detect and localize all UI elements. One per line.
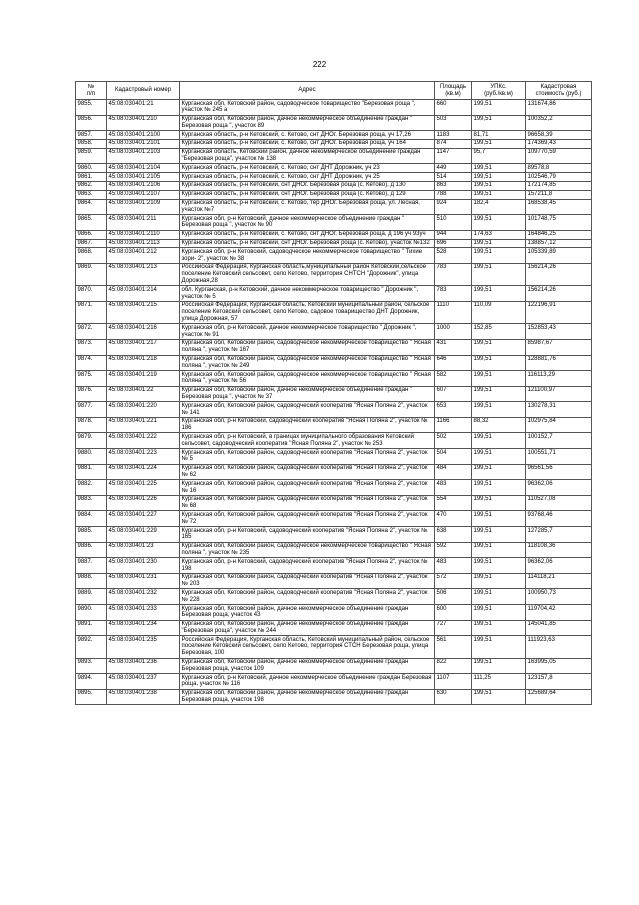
area: 788 bbox=[435, 190, 472, 199]
area: 1107 bbox=[435, 674, 472, 690]
area: 924 bbox=[435, 199, 472, 215]
table-row bbox=[76, 239, 592, 248]
upks: 199,51 bbox=[472, 527, 526, 543]
address: Курганская область, р-н Кетовский, с. Кетово, снт ДНТ Дорожник, уч 23 bbox=[180, 164, 435, 173]
address: Курганская обл, Кетовский район, садоводческое некоммерческое товарищество " Ясная поляна ", участок № 167 bbox=[180, 339, 435, 355]
cadastral-cost: 122196,91 bbox=[526, 301, 592, 323]
row-number: 9880. bbox=[76, 449, 107, 465]
address: Курганская обл, Кетовский район, садоводческий кооператив "Ясная Поляна 2", участок № 228 bbox=[180, 589, 435, 605]
cadastral-cost: 156214,26 bbox=[526, 286, 592, 302]
table-row bbox=[76, 658, 592, 674]
area: 554 bbox=[435, 495, 472, 511]
row-number: 9887. bbox=[76, 558, 107, 574]
upks: 182,4 bbox=[472, 199, 526, 215]
table-row bbox=[76, 464, 592, 480]
row-number: 9864. bbox=[76, 199, 107, 215]
cadastral-cost: 110527,08 bbox=[526, 495, 592, 511]
table-row bbox=[76, 605, 592, 621]
cadastral-cost: 121100,97 bbox=[526, 386, 592, 402]
area: 510 bbox=[435, 215, 472, 231]
row-number: 9859. bbox=[76, 148, 107, 164]
area: 502 bbox=[435, 433, 472, 449]
cadastral-cost: 174369,43 bbox=[526, 139, 592, 148]
upks: 199,51 bbox=[472, 433, 526, 449]
cadastral-number: 45:08:030401:21 bbox=[107, 100, 180, 116]
address: Курганская обл, Кетовский район, дачное некоммерческое объединение граждан "Березовая роща", участок № 244 bbox=[180, 620, 435, 636]
cadastral-number: 45:08:030401:2109 bbox=[107, 199, 180, 215]
cadastral-cost: 164846,25 bbox=[526, 230, 592, 239]
table-row bbox=[76, 433, 592, 449]
cadastral-number: 45:08:030401:210 bbox=[107, 115, 180, 131]
address: Курганская обл, Кетовский район, дачное некоммерческое объединение граждан " Березовая роща ", участок № 37 bbox=[180, 386, 435, 402]
table-row bbox=[76, 636, 592, 658]
table-row bbox=[76, 199, 592, 215]
cadastral-cost: 119704,42 bbox=[526, 605, 592, 621]
area: 1183 bbox=[435, 131, 472, 140]
cadastral-cost: 157211,8 bbox=[526, 190, 592, 199]
address: Курганская обл, Кетовский район, садоводческий кооператив "Ясная Поляна 2", участок № 72 bbox=[180, 511, 435, 527]
table-row bbox=[76, 230, 592, 239]
table-row bbox=[76, 620, 592, 636]
row-number: 9891. bbox=[76, 620, 107, 636]
address: Курганская область, р-н Кетовский, снт ДНОг. Березовая роща (с. Кетово), участок №132 bbox=[180, 239, 435, 248]
address: Курганская область, р-н Кетовский, с. Кетово, снт ДНТ Дорожник, уч 25 bbox=[180, 173, 435, 182]
upks: 199,51 bbox=[472, 100, 526, 116]
cadastral-number: 45:08:030401:2107 bbox=[107, 190, 180, 199]
cadastral-number: 45:08:030401:216 bbox=[107, 324, 180, 340]
cadastral-number: 45:08:030401:236 bbox=[107, 658, 180, 674]
area: 630 bbox=[435, 689, 472, 705]
row-number: 9883. bbox=[76, 495, 107, 511]
table-row bbox=[76, 511, 592, 527]
area: 449 bbox=[435, 164, 472, 173]
header-cadastral-number: Кадастровый номер bbox=[107, 82, 180, 100]
row-number: 9888. bbox=[76, 573, 107, 589]
address: Курганская обл, Кетовский район, садоводческий кооператив "Ясная Поляна 2", участок № 141 bbox=[180, 402, 435, 418]
cadastral-cost: 145041,85 bbox=[526, 620, 592, 636]
area: 1147 bbox=[435, 148, 472, 164]
cadastral-number: 45:08:030401:212 bbox=[107, 248, 180, 264]
address: Курганская область, р-н Кетовский, с. Кетово, тер ДНОг. Березовая роща, ул. Лесная, участок №7 bbox=[180, 199, 435, 215]
area: 483 bbox=[435, 558, 472, 574]
cadastral-cost: 111923,63 bbox=[526, 636, 592, 658]
cadastral-cost: 131674,86 bbox=[526, 100, 592, 116]
address: Курганская обл, Кетовский район, садоводческий кооператив "Ясная Поляна 2", участок № 16 bbox=[180, 480, 435, 496]
cadastral-cost: 127285,7 bbox=[526, 527, 592, 543]
area: 506 bbox=[435, 589, 472, 605]
table-row bbox=[76, 449, 592, 465]
address: Курганская область, Кетовский район, дачное некоммерческое объединение граждан "Березовая роща", участок № 138 bbox=[180, 148, 435, 164]
table-row bbox=[76, 139, 592, 148]
cadastral-number: 45:08:030401:2106 bbox=[107, 181, 180, 190]
cadastral-number: 45:08:030401:237 bbox=[107, 674, 180, 690]
upks: 152,85 bbox=[472, 324, 526, 340]
area: 653 bbox=[435, 402, 472, 418]
upks: 199,51 bbox=[472, 263, 526, 285]
upks: 199,51 bbox=[472, 558, 526, 574]
address: Курганская обл, Кетовский район, садоводческий кооператив "Ясная Поляна 2", участок № 62 bbox=[180, 464, 435, 480]
area: 514 bbox=[435, 173, 472, 182]
cadastral-table bbox=[75, 81, 592, 705]
row-number: 9861. bbox=[76, 173, 107, 182]
table-row bbox=[76, 417, 592, 433]
row-number: 9889. bbox=[76, 589, 107, 605]
row-number: 9886. bbox=[76, 542, 107, 558]
area: 484 bbox=[435, 464, 472, 480]
address: Курганская область, р-н Кетовский, с. Кетово, снт ДНОг. Березовая роща, уч 17,26 bbox=[180, 131, 435, 140]
address: Курганская область, р-н Кетовский, снт ДНОг. Березовая роща (с. Кетово), д 130 bbox=[180, 181, 435, 190]
upks: 174,63 bbox=[472, 230, 526, 239]
table-row bbox=[76, 100, 592, 116]
address: обл. Курганская, р-н Кетовский, дачное некоммерческое товарищество " Дорожник ", участок № 5 bbox=[180, 286, 435, 302]
upks: 199,51 bbox=[472, 511, 526, 527]
address: Курганская обл, р-н Кетовский, садоводческий кооператив "Ясная Поляна 2", участок № 186 bbox=[180, 417, 435, 433]
upks: 199,51 bbox=[472, 449, 526, 465]
row-number: 9858. bbox=[76, 139, 107, 148]
cadastral-number: 45:08:030401:225 bbox=[107, 480, 180, 496]
address: Курганская обл, Кетовский район, садоводческое некоммерческое товарищество " Ясная поляна ", участок № 235 bbox=[180, 542, 435, 558]
table-row bbox=[76, 589, 592, 605]
table-row bbox=[76, 402, 592, 418]
table-row bbox=[76, 181, 592, 190]
cadastral-cost: 89578,8 bbox=[526, 164, 592, 173]
cadastral-number: 45:08:030401:224 bbox=[107, 464, 180, 480]
area: 503 bbox=[435, 115, 472, 131]
cadastral-cost: 85987,67 bbox=[526, 339, 592, 355]
table-row bbox=[76, 495, 592, 511]
row-number: 9856. bbox=[76, 115, 107, 131]
table-row bbox=[76, 286, 592, 302]
address: Курганская обл, Кетовский район, дачное некоммерческое объединение граждан Березовая роща, участок 109 bbox=[180, 658, 435, 674]
upks: 199,51 bbox=[472, 386, 526, 402]
table-row bbox=[76, 164, 592, 173]
address: Курганская обл, р-н Кетовский, садоводческий кооператив "Ясная Поляна 2", участок № 165 bbox=[180, 527, 435, 543]
upks: 81,71 bbox=[472, 131, 526, 140]
table-row bbox=[76, 674, 592, 690]
table-row bbox=[76, 131, 592, 140]
area: 592 bbox=[435, 542, 472, 558]
upks: 199,51 bbox=[472, 605, 526, 621]
cadastral-number: 45:08:030401:23 bbox=[107, 542, 180, 558]
row-number: 9894. bbox=[76, 674, 107, 690]
cadastral-number: 45:08:030401:2105 bbox=[107, 173, 180, 182]
cadastral-number: 45:08:030401:234 bbox=[107, 620, 180, 636]
table-row bbox=[76, 371, 592, 387]
table-row bbox=[76, 480, 592, 496]
row-number: 9892. bbox=[76, 636, 107, 658]
upks: 199,51 bbox=[472, 542, 526, 558]
table-row bbox=[76, 386, 592, 402]
row-number: 9870. bbox=[76, 286, 107, 302]
cadastral-cost: 116113,29 bbox=[526, 371, 592, 387]
cadastral-cost: 105339,89 bbox=[526, 248, 592, 264]
area: 783 bbox=[435, 286, 472, 302]
row-number: 9879. bbox=[76, 433, 107, 449]
area: 696 bbox=[435, 239, 472, 248]
cadastral-cost: 100551,71 bbox=[526, 449, 592, 465]
upks: 199,51 bbox=[472, 215, 526, 231]
address: Российская Федерация, Курганская область, Кетовский муниципальный район, сельское поселение Кетовский сельсовет, село Кетово, садовое товарищество ДНТ Дорожник, улица Дорожная, 57 bbox=[180, 301, 435, 323]
cadastral-cost: 172174,85 bbox=[526, 181, 592, 190]
area: 646 bbox=[435, 355, 472, 371]
upks: 111,25 bbox=[472, 674, 526, 690]
table-row bbox=[76, 190, 592, 199]
address: Курганская область, р-н Кетовский, с. Кетово, снт ДНОг. Березовая роща, уч 164 bbox=[180, 139, 435, 148]
header-address: Адрес bbox=[180, 82, 435, 100]
cadastral-number: 45:08:030401:2103 bbox=[107, 148, 180, 164]
row-number: 9872. bbox=[76, 324, 107, 340]
address: Курганская обл, р-н Кетовский, дачное некоммерческое объединение граждан " Березовая роща ", участок № 90 bbox=[180, 215, 435, 231]
table-row bbox=[76, 263, 592, 285]
cadastral-cost: 96561,56 bbox=[526, 464, 592, 480]
cadastral-cost: 101748,75 bbox=[526, 215, 592, 231]
address: Курганская обл, Кетовский район, садоводческий кооператив "Ясная Поляна 2", участок № 203 bbox=[180, 573, 435, 589]
area: 470 bbox=[435, 511, 472, 527]
row-number: 9882. bbox=[76, 480, 107, 496]
upks: 88,32 bbox=[472, 417, 526, 433]
row-number: 9871. bbox=[76, 301, 107, 323]
upks: 199,51 bbox=[472, 636, 526, 658]
header-area: Площадь (кв.м) bbox=[435, 82, 472, 100]
header-num: № п/п bbox=[76, 82, 107, 100]
area: 561 bbox=[435, 636, 472, 658]
cadastral-number: 45:08:030401:235 bbox=[107, 636, 180, 658]
upks: 199,51 bbox=[472, 658, 526, 674]
row-number: 9857. bbox=[76, 131, 107, 140]
address: Курганская обл, Кетовский район, садоводческий кооператив "Ясная Поляна 2", участок № 68 bbox=[180, 495, 435, 511]
area: 600 bbox=[435, 605, 472, 621]
header-upks: УПКс. (руб./кв.м) bbox=[472, 82, 526, 100]
table-row bbox=[76, 527, 592, 543]
cadastral-cost: 100152,7 bbox=[526, 433, 592, 449]
area: 572 bbox=[435, 573, 472, 589]
address: Курганская обл, р-н Кетовский, дачное некоммерческое товарищество " Дорожник ", участок № 91 bbox=[180, 324, 435, 340]
upks: 199,51 bbox=[472, 164, 526, 173]
row-number: 9875. bbox=[76, 371, 107, 387]
cadastral-cost: 100950,73 bbox=[526, 589, 592, 605]
table-row bbox=[76, 301, 592, 323]
cadastral-number: 45:08:030401:215 bbox=[107, 301, 180, 323]
area: 582 bbox=[435, 371, 472, 387]
cadastral-number: 45:08:030401:233 bbox=[107, 605, 180, 621]
area: 944 bbox=[435, 230, 472, 239]
cadastral-number: 45:08:030401:232 bbox=[107, 589, 180, 605]
upks: 199,51 bbox=[472, 248, 526, 264]
cadastral-number: 45:08:030401:218 bbox=[107, 355, 180, 371]
address: Курганская обл, Кетовский район, садоводческое некоммерческое товарищество " Ясная поляна ", участок № 56 bbox=[180, 371, 435, 387]
cadastral-cost: 102546,79 bbox=[526, 173, 592, 182]
row-number: 9867. bbox=[76, 239, 107, 248]
cadastral-number: 45:08:030401:223 bbox=[107, 449, 180, 465]
row-number: 9878. bbox=[76, 417, 107, 433]
upks: 95,7 bbox=[472, 148, 526, 164]
area: 660 bbox=[435, 100, 472, 116]
cadastral-cost: 118108,36 bbox=[526, 542, 592, 558]
cadastral-cost: 168538,45 bbox=[526, 199, 592, 215]
row-number: 9862. bbox=[76, 181, 107, 190]
row-number: 9866. bbox=[76, 230, 107, 239]
cadastral-cost: 96362,06 bbox=[526, 480, 592, 496]
row-number: 9876. bbox=[76, 386, 107, 402]
area: 528 bbox=[435, 248, 472, 264]
upks: 199,51 bbox=[472, 371, 526, 387]
address: Курганская обл, р-н Кетовский, в границах муниципального образования Кетовский сельсовет, садоводческий кооператив "Ясная Поляна 2", участок № 253 bbox=[180, 433, 435, 449]
cadastral-cost: 138857,12 bbox=[526, 239, 592, 248]
header-cadastral-cost: Кадастровая стоимость (руб.) bbox=[526, 82, 592, 100]
area: 727 bbox=[435, 620, 472, 636]
table-row bbox=[76, 148, 592, 164]
cadastral-number: 45:08:030401:214 bbox=[107, 286, 180, 302]
area: 638 bbox=[435, 527, 472, 543]
cadastral-cost: 152853,43 bbox=[526, 324, 592, 340]
cadastral-number: 45:08:030401:2104 bbox=[107, 164, 180, 173]
cadastral-cost: 125689,64 bbox=[526, 689, 592, 705]
table-row bbox=[76, 558, 592, 574]
cadastral-cost: 123157,8 bbox=[526, 674, 592, 690]
cadastral-number: 45:08:030401:222 bbox=[107, 433, 180, 449]
upks: 199,51 bbox=[472, 480, 526, 496]
table-row bbox=[76, 339, 592, 355]
row-number: 9873. bbox=[76, 339, 107, 355]
address: Курганская обл, р-н Кетовский, садоводческое некоммерческое товарищество " Тихие зори- 2", участок № 38 bbox=[180, 248, 435, 264]
row-number: 9855. bbox=[76, 100, 107, 116]
address: Курганская обл, р-н Кетовский, садоводческий кооператив "Ясная Поляна 2", участок № 198 bbox=[180, 558, 435, 574]
cadastral-number: 45:08:030401:219 bbox=[107, 371, 180, 387]
address: Курганская обл, Кетовский район, садоводческое некоммерческое товарищество " Ясная поляна ", участок № 249 bbox=[180, 355, 435, 371]
address: Курганская обл, Кетовский район, садоводческий кооператив "Ясная Поляна 2", участок № 5 bbox=[180, 449, 435, 465]
cadastral-cost: 163995,05 bbox=[526, 658, 592, 674]
address: Курганская обл, р-н Кетовский, дачное некоммерческое объединение граждан Березовая роща, участок № 116 bbox=[180, 674, 435, 690]
cadastral-number: 45:08:030401:220 bbox=[107, 402, 180, 418]
row-number: 9885. bbox=[76, 527, 107, 543]
table-row bbox=[76, 542, 592, 558]
upks: 199,51 bbox=[472, 139, 526, 148]
cadastral-number: 45:08:030401:213 bbox=[107, 263, 180, 285]
cadastral-number: 45:08:030401:217 bbox=[107, 339, 180, 355]
upks: 199,51 bbox=[472, 286, 526, 302]
upks: 199,51 bbox=[472, 190, 526, 199]
cadastral-number: 45:08:030401:221 bbox=[107, 417, 180, 433]
row-number: 9874. bbox=[76, 355, 107, 371]
table-row bbox=[76, 173, 592, 182]
cadastral-number: 45:08:030401:2100 bbox=[107, 131, 180, 140]
address: Курганская область, р-н Кетовский, с. Кетово, снт ДНОг. Березовая роща, д 196 уч 93уч bbox=[180, 230, 435, 239]
row-number: 9881. bbox=[76, 464, 107, 480]
row-number: 9890. bbox=[76, 605, 107, 621]
area: 1166 bbox=[435, 417, 472, 433]
address: Курганская обл, Кетовский район, дачное некоммерческое объединение граждан Березовая роща, участок 43 bbox=[180, 605, 435, 621]
table-row bbox=[76, 355, 592, 371]
upks: 199,51 bbox=[472, 355, 526, 371]
cadastral-number: 45:08:030401:2101 bbox=[107, 139, 180, 148]
table-header-row bbox=[76, 82, 592, 100]
area: 822 bbox=[435, 658, 472, 674]
area: 783 bbox=[435, 263, 472, 285]
row-number: 9860. bbox=[76, 164, 107, 173]
page-number: 222 bbox=[312, 60, 327, 69]
cadastral-cost: 109770,59 bbox=[526, 148, 592, 164]
area: 874 bbox=[435, 139, 472, 148]
area: 607 bbox=[435, 386, 472, 402]
table-row bbox=[76, 215, 592, 231]
cadastral-cost: 93768,46 bbox=[526, 511, 592, 527]
upks: 199,51 bbox=[472, 620, 526, 636]
area: 431 bbox=[435, 339, 472, 355]
cadastral-number: 45:08:030401:22 bbox=[107, 386, 180, 402]
address: Курганская обл, Кетовский район, садоводческое товарищество "Березовая роща ", участок № 245 а bbox=[180, 100, 435, 116]
cadastral-number: 45:08:030401:231 bbox=[107, 573, 180, 589]
upks: 199,51 bbox=[472, 239, 526, 248]
table-row bbox=[76, 248, 592, 264]
row-number: 9895. bbox=[76, 689, 107, 705]
row-number: 9893. bbox=[76, 658, 107, 674]
address: Курганская обл, Кетовский район, дачное некоммерческое объединение граждан " Березовая роща ", участок 89 bbox=[180, 115, 435, 131]
upks: 199,51 bbox=[472, 589, 526, 605]
cadastral-number: 45:08:030401:229 bbox=[107, 527, 180, 543]
row-number: 9868. bbox=[76, 248, 107, 264]
cadastral-number: 45:08:030401:226 bbox=[107, 495, 180, 511]
address: Российская Федерация, Курганская область,муниципальный район Кетовский,сельское поселение Кетовский сельсовет, село Кетово, территория СНТСН "Дорожник", улица Дорожная,28 bbox=[180, 263, 435, 285]
area: 483 bbox=[435, 480, 472, 496]
table-row bbox=[76, 689, 592, 705]
address: Российская Федерация, Курганская область, Кетовский муниципальный район, сельское поселение Кетовский сельсовет, село Кетово, территория СТСН Березовая роща, улица Березовая, 100 bbox=[180, 636, 435, 658]
table-row bbox=[76, 324, 592, 340]
area: 1110 bbox=[435, 301, 472, 323]
upks: 199,51 bbox=[472, 464, 526, 480]
address: Курганская обл, Кетовский район, дачное некоммерческое объединение граждан Березовая роща, участок 198 bbox=[180, 689, 435, 705]
upks: 199,51 bbox=[472, 573, 526, 589]
row-number: 9863. bbox=[76, 190, 107, 199]
table-row bbox=[76, 573, 592, 589]
area: 504 bbox=[435, 449, 472, 465]
cadastral-number: 45:08:030401:230 bbox=[107, 558, 180, 574]
cadastral-number: 45:08:030401:227 bbox=[107, 511, 180, 527]
row-number: 9884. bbox=[76, 511, 107, 527]
cadastral-cost: 128881,76 bbox=[526, 355, 592, 371]
upks: 199,51 bbox=[472, 339, 526, 355]
address: Курганская область, р-н Кетовский, снт ДНОг. Березовая роща (с. Кетово), д 129 bbox=[180, 190, 435, 199]
cadastral-cost: 96362,06 bbox=[526, 558, 592, 574]
cadastral-cost: 156214,26 bbox=[526, 263, 592, 285]
row-number: 9869. bbox=[76, 263, 107, 285]
upks: 199,51 bbox=[472, 402, 526, 418]
cadastral-cost: 130278,31 bbox=[526, 402, 592, 418]
upks: 199,51 bbox=[472, 689, 526, 705]
upks: 199,51 bbox=[472, 173, 526, 182]
upks: 199,51 bbox=[472, 495, 526, 511]
upks: 199,51 bbox=[472, 115, 526, 131]
cadastral-number: 45:08:030401:2110 bbox=[107, 230, 180, 239]
cadastral-cost: 100352,2 bbox=[526, 115, 592, 131]
cadastral-number: 45:08:030401:2113 bbox=[107, 239, 180, 248]
row-number: 9865. bbox=[76, 215, 107, 231]
cadastral-cost: 114118,21 bbox=[526, 573, 592, 589]
cadastral-cost: 102975,84 bbox=[526, 417, 592, 433]
row-number: 9877. bbox=[76, 402, 107, 418]
upks: 110,09 bbox=[472, 301, 526, 323]
upks: 199,51 bbox=[472, 181, 526, 190]
cadastral-cost: 96658,39 bbox=[526, 131, 592, 140]
cadastral-number: 45:08:030401:211 bbox=[107, 215, 180, 231]
table-row bbox=[76, 115, 592, 131]
area: 1000 bbox=[435, 324, 472, 340]
area: 863 bbox=[435, 181, 472, 190]
cadastral-number: 45:08:030401:238 bbox=[107, 689, 180, 705]
